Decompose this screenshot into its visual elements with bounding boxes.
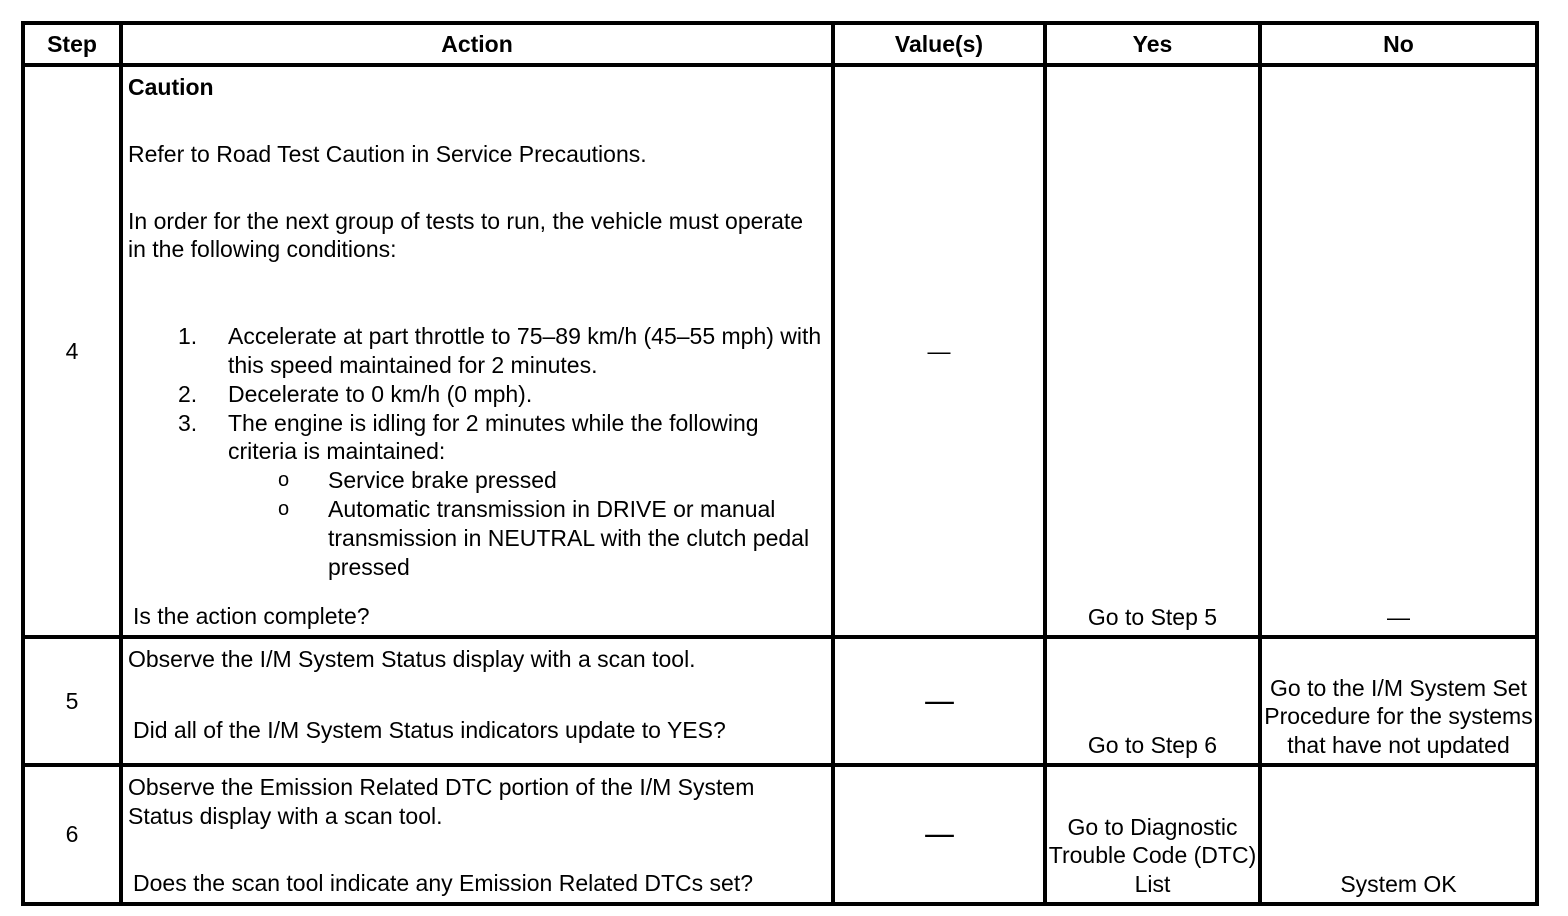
no-cell: — — [1260, 65, 1537, 637]
condition-list — [128, 322, 825, 581]
list-item: 2. Decelerate to 0 km/h (0 mph). — [178, 380, 533, 407]
values-cell: — — [833, 65, 1045, 637]
question-text: Did all of the I/M System Status indicators update to YES? — [133, 717, 726, 744]
action-cell — [121, 65, 833, 637]
header-step: Step — [23, 23, 121, 65]
table-row-step-5 — [23, 637, 1537, 765]
question-text: Does the scan tool indicate any Emission Related DTCs set? — [133, 870, 754, 897]
step-number: 4 — [23, 65, 121, 637]
caution-text: Refer to Road Test Caution in Service Precautions. — [128, 140, 647, 167]
list-item: 1. Accelerate at part throttle to 75–89 km/h (45–55 mph) with this speed maintained for 2 minutes. — [178, 323, 822, 378]
header-row — [23, 23, 1537, 65]
step-number: 6 — [23, 765, 121, 904]
question-text: Is the action complete? — [133, 603, 370, 630]
header-yes: Yes — [1045, 23, 1260, 65]
no-cell: Go to the I/M System Set Procedure for the systems that have not updated — [1260, 637, 1537, 765]
values-cell: — — [833, 765, 1045, 904]
action-cell — [121, 637, 833, 765]
action-text: Observe the I/M System Status display with a scan tool. — [128, 646, 696, 672]
list-item: 3. The engine is idling for 2 minutes while the following criteria is maintained: o Service brake pressed o Automatic transmission in DRIVE or manual transmission in NEUTRAL with the clutch pedal pressed — [128, 409, 825, 582]
header-action: Action — [121, 23, 833, 65]
yes-cell: Go to Diagnostic Trouble Code (DTC) List — [1045, 765, 1260, 904]
values-cell: — — [833, 637, 1045, 765]
step-number: 5 — [23, 637, 121, 765]
header-no: No — [1260, 23, 1537, 65]
intro-text: In order for the next group of tests to run, the vehicle must operate in the following conditions: — [128, 207, 804, 263]
criteria-list — [228, 466, 825, 581]
table-row-step-4 — [23, 65, 1537, 637]
action-text: Observe the Emission Related DTC portion of the I/M System Status display with a scan tool. — [128, 774, 755, 829]
no-cell: System OK — [1260, 765, 1537, 904]
caution-label: Caution — [128, 74, 214, 100]
header-values: Value(s) — [833, 23, 1045, 65]
list-item: o Automatic transmission in DRIVE or manual transmission in NEUTRAL with the clutch pedal pressed — [278, 495, 810, 580]
action-cell — [121, 765, 833, 904]
table-row-step-6 — [23, 765, 1537, 904]
list-item: o Service brake pressed — [278, 467, 557, 494]
yes-cell: Go to Step 6 — [1045, 637, 1260, 765]
yes-cell: Go to Step 5 — [1045, 65, 1260, 637]
diagnostic-table — [21, 21, 1539, 906]
